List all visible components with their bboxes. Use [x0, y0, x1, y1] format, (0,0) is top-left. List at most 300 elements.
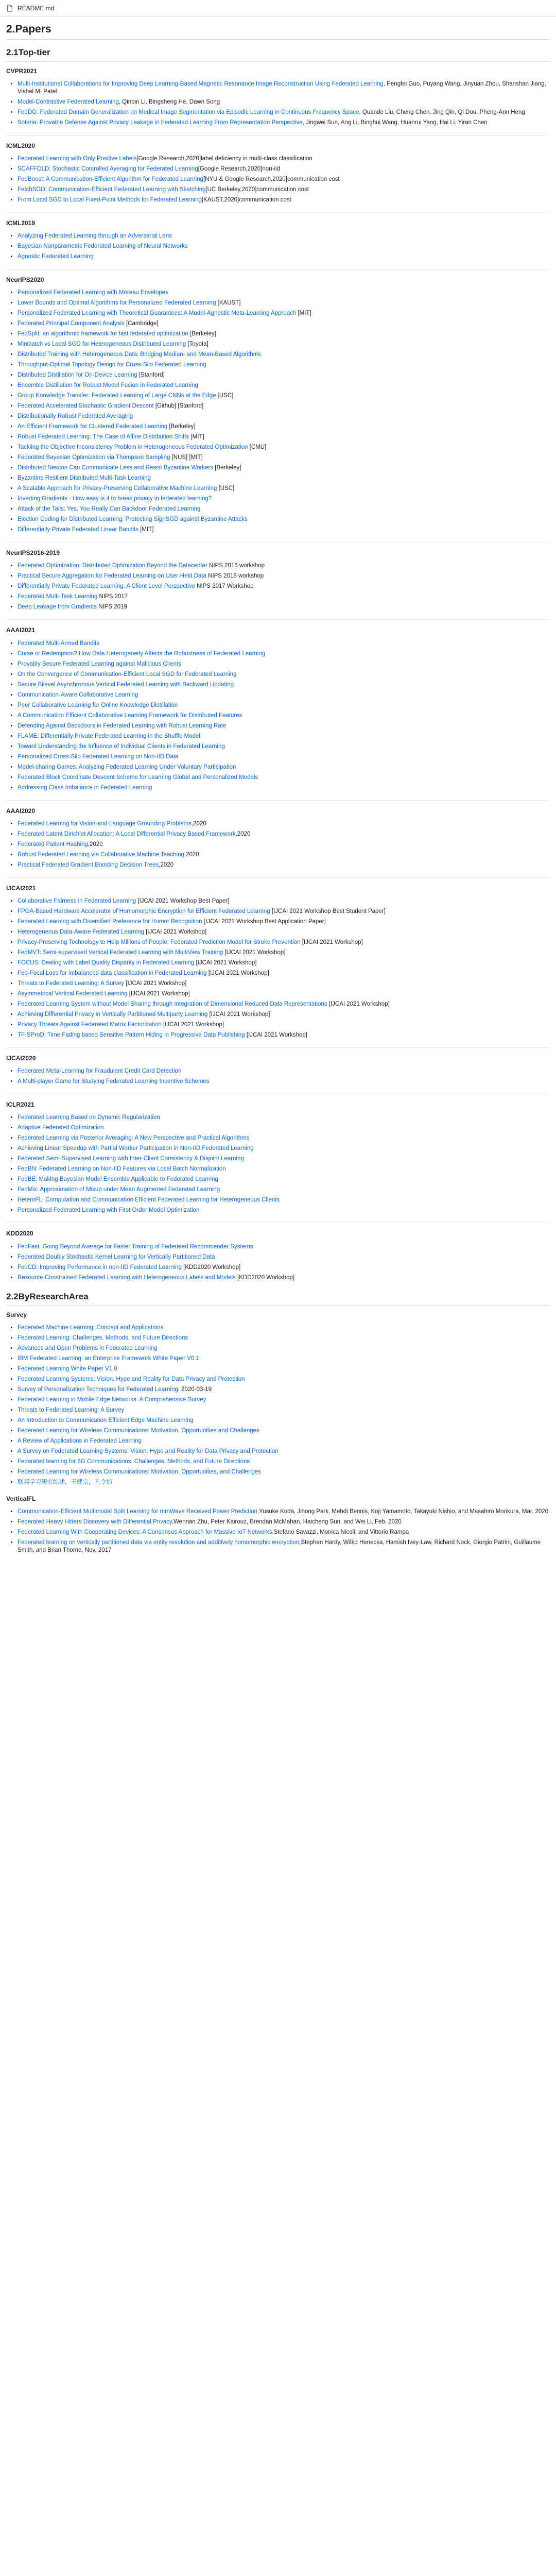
paper-link[interactable]: Achieving Linear Speedup with Partial Worker Participation in Non-IID Federated Learning	[18, 1145, 254, 1152]
paper-note: [IJCAI 2021 Workshop]	[300, 939, 363, 945]
paper-note: , Quande Liu, Cheng Chen, Jing Qin, Qi Dou, Pheng-Ann Heng	[359, 109, 525, 115]
paper-note: ,Stephen Hardy, Wilko Henecka, Hamish Ivey-Law, Richard Nock, Giorgio Patrini, Guillaume Smith, and Brian Thorne, Nov. 2017	[18, 1539, 541, 1554]
paper-item	[18, 1345, 550, 1352]
paper-item	[18, 1264, 550, 1272]
group-title: KDD2020	[6, 1230, 33, 1238]
paper-note: [IJCAI 2021 Workshop Best Application Paper]	[202, 919, 326, 925]
paper-group	[6, 542, 550, 611]
paper-item	[18, 784, 550, 792]
paper-group	[6, 1094, 550, 1214]
paper-link[interactable]: FedMix: Approximation of Mixup under Mean Augmented Federated Learning	[18, 1187, 220, 1193]
paper-item	[18, 505, 550, 513]
paper-link[interactable]: Analyzing Federated Learning through an Adversarial Lens	[18, 233, 172, 240]
paper-link[interactable]: Advances and Open Problems in Federated Learning	[18, 1345, 158, 1351]
paper-link[interactable]: Federated Accelerated Stochastic Gradient Descent	[18, 403, 154, 410]
paper-link[interactable]: TF-SProD: Time Fading based Sensitive Pattern Hiding in Progressive Data Publishing	[18, 1032, 245, 1038]
paper-link[interactable]: Adaptive Federated Optimization	[18, 1125, 104, 1131]
paper-link[interactable]: Practical Secure Aggregation for Federated Learning on User-Held Data	[18, 573, 206, 580]
group-title: ICLR2021	[6, 1101, 34, 1109]
paper-link[interactable]: Federated Doubly Stochastic Kernel Learning for Vertically Partitioned Data	[18, 1253, 215, 1260]
paper-item	[18, 774, 550, 782]
group-title: NeurIPS2016-2019	[6, 549, 60, 557]
paper-link[interactable]: Federated Learning With Cooperating Devices: A Consensus Approach for Massive IoT Networks	[18, 1529, 272, 1536]
paper-link[interactable]: Federated learning for 6G Communications: Challenges, Methods, and Future Directions	[18, 1459, 250, 1465]
paper-note: ,Yusuke Koda, Jihong Park, Mehdi Bennis, Koji Yamamoto, Takayuki Nishio, and Masahiro Morikura, Mar. 2020	[257, 1509, 549, 1515]
paper-item	[18, 109, 550, 116]
paper-item	[18, 583, 550, 590]
paper-list	[6, 1243, 550, 1282]
readme-content	[0, 16, 556, 2576]
paper-note: NIPS 2017	[97, 594, 128, 600]
paper-item	[18, 351, 550, 359]
paper-group	[6, 1047, 550, 1086]
paper-item	[18, 341, 550, 348]
paper-item	[18, 1011, 550, 1019]
paper-link[interactable]: Heterogeneous Data-Aware Federated Learning	[18, 929, 144, 935]
paper-note: [Berkeley]	[188, 331, 217, 337]
paper-item	[18, 433, 550, 441]
paper-link[interactable]: Federated Learning for Vision-and-Language Grounding Problems	[18, 820, 192, 827]
paper-link[interactable]: Federated Learning with Only Positive Labels	[18, 155, 137, 162]
file-header	[0, 0, 556, 16]
paper-link[interactable]: Federated Block Coordinate Descent Scheme for Learning Global and Personalized Models	[18, 774, 258, 781]
paper-note: [USC]	[216, 393, 234, 399]
paper-link[interactable]: Asymmetrical Vertical Federated Learning	[18, 991, 128, 997]
paper-item	[18, 650, 550, 658]
paper-item	[18, 1376, 550, 1383]
paper-note: [IJCAI 2021 Workshop]	[124, 980, 187, 987]
paper-item	[18, 382, 550, 389]
paper-link[interactable]: An Introduction to Communication Efficient Edge Machine Learning	[18, 1417, 194, 1423]
paper-link[interactable]: Communication-Efficient Multimodal Split Learning for mmWave Received Power Prediction	[18, 1509, 257, 1515]
paper-link[interactable]: SCAFFOLD: Stochastic Controlled Averaging for Federated Learning	[18, 165, 198, 172]
paper-link[interactable]: Federated Bayesian Optimization via Thompson Sampling	[18, 454, 170, 461]
paper-item	[18, 1021, 550, 1029]
paper-link[interactable]: Federated Learning in Mobile Edge Networks: A Comprehensive Survey	[18, 1397, 206, 1403]
paper-link[interactable]: Federated Principal Component Analysis	[18, 320, 125, 327]
paper-item	[18, 1365, 550, 1373]
paper-item	[18, 1165, 550, 1173]
paper-link[interactable]: Inverting Gradients - How easy is it to break privacy in federated learning?	[18, 496, 212, 502]
paper-item	[18, 918, 550, 926]
paper-note: [Google Research,2020]label deficiency in multi-class classification	[136, 155, 312, 162]
paper-item	[18, 1479, 550, 1486]
paper-link[interactable]: Federated Patient Hashing	[18, 841, 88, 848]
paper-item	[18, 841, 550, 849]
paper-item	[18, 361, 550, 369]
paper-note: ,Stefano Savazzi, Monica Nicoli, and Vittorio Rampa	[272, 1529, 409, 1536]
paper-item	[18, 562, 550, 570]
paper-link[interactable]: Resource-Constrained Federated Learning with Heterogeneous Labels and Models	[18, 1274, 236, 1281]
paper-note: [USC]	[217, 485, 235, 492]
group-title: IJCAI2021	[6, 884, 36, 892]
group-title: IJCAI2020	[6, 1055, 36, 1062]
paper-note: [NUS] [MIT]	[170, 454, 203, 461]
paper-group	[6, 212, 550, 261]
paper-link[interactable]: Robust Federated Learning: The Case of Affine Distribution Shifts	[18, 434, 189, 440]
paper-item	[18, 196, 550, 204]
toptier-groups	[6, 67, 550, 1282]
paper-link[interactable]: Differentially Private Federated Learning: A Client Level Perspective	[18, 583, 195, 590]
paper-item	[18, 1334, 550, 1342]
paper-link[interactable]: FedDG: Federated Domain Generalization on Medical Image Segmentation via Episodic Learning in Continuous Frequency Space	[18, 109, 359, 115]
paper-link[interactable]: Agnostic Federated Learning	[18, 253, 94, 260]
paper-item	[18, 743, 550, 751]
group-title: NeurIPS2020	[6, 276, 44, 284]
paper-item	[18, 1417, 550, 1425]
file-icon	[6, 5, 13, 12]
paper-item	[18, 1529, 550, 1536]
paper-item	[18, 897, 550, 905]
paper-link[interactable]: FedMVT: Semi-supervised Vertical Federated Learning with MultiView Training	[18, 950, 223, 956]
paper-link[interactable]: Toward Understanding the Influence of Individual Clients in Federated Learning	[18, 743, 225, 750]
paper-link[interactable]: Secure Bilevel Asynchronous Vertical Federated Learning with Backward Updating	[18, 681, 234, 688]
paper-link[interactable]: FedBE: Making Bayesian Model Ensemble Applicable to Federated Learning	[18, 1176, 218, 1183]
paper-item	[18, 959, 550, 967]
paper-link[interactable]: Threats to Federated Learning: A Survey	[18, 1407, 125, 1413]
paper-item	[18, 691, 550, 699]
paper-note: ,Wennan Zhu, Peter Kairouz, Brendan McMahan, Haicheng Sun, and Wei Li, Feb. 2020	[171, 1519, 402, 1526]
paper-link[interactable]: Tackling the Objective Inconsistency Problem in Heterogeneous Federated Optimization	[18, 444, 248, 451]
paper-link[interactable]: Communication-Aware Collaborative Learning	[18, 691, 138, 698]
paper-link[interactable]: Federated Heavy Hitters Discovery with Differential Privacy	[18, 1519, 172, 1526]
paper-note: [IJCAI 2021 Workshop Best Student Paper]	[270, 908, 386, 914]
paper-link[interactable]: FedCD: Improving Performance in non-IID Federated Learning	[18, 1264, 182, 1270]
paper-item	[18, 1448, 550, 1455]
paper-item	[18, 289, 550, 297]
paper-item	[18, 1324, 550, 1332]
paper-item	[18, 1134, 550, 1142]
paper-note: , Qinbin Li, Bingsheng He, Dawn Song	[118, 98, 220, 105]
paper-link[interactable]: Defending Against Backdoors in Federated Learning with Robust Learning Rate	[18, 722, 227, 729]
paper-item	[18, 423, 550, 431]
paper-item	[18, 1406, 550, 1414]
paper-item	[18, 764, 550, 771]
paper-note: ,2020	[235, 831, 251, 837]
paper-link[interactable]: FetchSGD: Communication-Efficient Federated Learning with Sketching	[18, 186, 206, 193]
paper-item	[18, 712, 550, 720]
paper-link[interactable]: Attack of the Tails: Yes, You Really Can Backdoor Federated Learning	[18, 506, 201, 513]
paper-note: [Berkeley]	[167, 423, 196, 430]
paper-link[interactable]: On the Convergence of Communication-Efficient Local SGD for Federated Learning	[18, 671, 237, 677]
paper-item	[18, 1274, 550, 1282]
paper-link[interactable]: IBM Federated Learning: an Enterprise Framework White Paper V0.1	[18, 1355, 199, 1362]
paper-item	[18, 1001, 550, 1008]
paper-link[interactable]: Multi-Institutional Collaborations for Improving Deep Learning-Based Magnetic Resonance Image Reconstruction Using Federated Learning	[18, 80, 384, 87]
paper-link[interactable]: Federated Learning for Wireless Communications: Motivation, Opportunities, and Challenges	[18, 1469, 262, 1475]
paper-item	[18, 454, 550, 462]
paper-link[interactable]: Threats to Federated Learning: A Survey	[18, 980, 125, 987]
paper-link[interactable]: Model-Contrastive Federated Learning	[18, 98, 119, 105]
paper-link[interactable]: Curse or Redemption? How Data Heterogeneity Affects the Robustness of Federated Learning	[18, 650, 266, 657]
paper-item	[18, 232, 550, 240]
paper-link[interactable]: Peer Collaborative Learning for Online Knowledge Distillation	[18, 702, 178, 708]
paper-note: [MIT]	[296, 310, 311, 317]
paper-link[interactable]: Personalized Cross-Silo Federated Learning on Non-IID Data	[18, 753, 179, 760]
paper-item	[18, 119, 550, 127]
paper-link[interactable]: Personalized Federated Learning with Moreau Envelopes	[18, 290, 168, 296]
paper-link[interactable]: Soteria: Provable Defense Against Privacy Leakage in Federated Learning From Representation Perspective	[18, 119, 303, 126]
group-title: VerticalFL	[6, 1495, 36, 1502]
paper-link[interactable]: FedSplit: an algorithmic framework for fast federated optimization	[18, 331, 188, 337]
paper-note: ,2020	[159, 861, 174, 868]
paper-item	[18, 1386, 550, 1394]
paper-item	[18, 516, 550, 523]
file-name: README.md	[18, 4, 55, 12]
paper-link[interactable]: FedFast: Going Beyond Average for Faster Training of Federated Recommender Systems	[18, 1243, 253, 1250]
paper-link[interactable]: Federated Machine Learning: Concept and Applications	[18, 1325, 164, 1331]
paper-link[interactable]: Provably Secure Federated Learning against Malicious Clients	[18, 660, 181, 667]
paper-link[interactable]: Model-sharing Games: Analyzing Federated Learning Under Voluntary Participation	[18, 764, 236, 770]
paper-item	[18, 949, 550, 957]
paper-list	[6, 640, 550, 792]
paper-item	[18, 1067, 550, 1075]
paper-item	[18, 98, 550, 106]
paper-link[interactable]: Ensemble Distillation for Robust Model Fusion in Federated Learning	[18, 382, 198, 389]
paper-item	[18, 660, 550, 668]
paper-link[interactable]: Election Coding for Distributed Learning: Protecting SignSGD against Byzantine Attacks	[18, 516, 248, 523]
paper-link[interactable]: From Local SGD to Local Fixed-Point Methods for Federated Learning	[18, 196, 202, 203]
paper-note: [UC Berkeley,2020]communication cost	[205, 186, 309, 193]
paper-link[interactable]: Federated Multi-Task Learning	[18, 594, 98, 600]
paper-group	[6, 67, 550, 127]
paper-item	[18, 980, 550, 988]
paper-link[interactable]: Federated Semi-Supervised Learning with Inter-Client Consistency & Disjoint Learning	[18, 1156, 244, 1162]
paper-note: [Cambridge]	[124, 320, 159, 327]
paper-link[interactable]: A Communication Efficient Collaborative Learning Framework for Distributed Features	[18, 712, 242, 719]
paper-item	[18, 722, 550, 730]
paper-item	[18, 1253, 550, 1261]
paper-item	[18, 1355, 550, 1363]
paper-note: [MIT]	[138, 527, 154, 533]
research-area-groups	[6, 1311, 550, 1554]
paper-link[interactable]: Distributed Training with Heterogeneous Data: Bridging Median- and Mean-Based Algorithms	[18, 351, 262, 358]
paper-group	[6, 800, 550, 869]
paper-list	[6, 1324, 550, 1486]
paper-item	[18, 330, 550, 338]
paper-note: [MIT]	[189, 434, 204, 440]
paper-item	[18, 1458, 550, 1466]
paper-list	[6, 155, 550, 204]
paper-link[interactable]: FedBoost: A Communication-Efficient Algorithm for Federated Learning	[18, 176, 203, 182]
paper-item	[18, 1207, 550, 1214]
paper-note: [KAUST]	[216, 300, 241, 307]
paper-item	[18, 1508, 550, 1516]
paper-item	[18, 640, 550, 648]
paper-item	[18, 702, 550, 709]
paper-link[interactable]: Distributionally Robust Federated Averaging	[18, 413, 133, 420]
paper-link[interactable]: Minibatch vs Local SGD for Heterogeneous Distributed Learning	[18, 341, 186, 348]
paper-item	[18, 186, 550, 194]
paper-item	[18, 939, 550, 946]
paper-note: [KDD2020 Workshop]	[235, 1274, 295, 1281]
paper-link[interactable]: FPGA-Based Hardware Accelerator of Homomorphic Encryption for Efficient Federated Learning	[18, 908, 270, 914]
paper-item	[18, 671, 550, 679]
paper-note: , Pengfei Guo, Puyang Wang, Jinyuan Zhou, Shanshan Jiang, Vishal M. Patel	[18, 80, 546, 95]
paper-link[interactable]: Federated Optimization: Distributed Optimization Beyond the Datacenter	[18, 563, 207, 569]
paper-item	[18, 299, 550, 307]
paper-item	[18, 861, 550, 869]
paper-item	[18, 444, 550, 451]
paper-note: . 2020-03-19	[178, 1386, 212, 1393]
paper-group	[6, 877, 550, 1039]
paper-link[interactable]: Addressing Class Imbalance in Federated Learning	[18, 784, 152, 791]
paper-link[interactable]: Survey of Personalization Techniques for Federated Learning	[18, 1386, 178, 1393]
paper-link[interactable]: 联邦学习研究综述，王健宗，孔令炜	[18, 1479, 112, 1485]
paper-link[interactable]: Practical Federated Gradient Boosting Decision Trees	[18, 861, 159, 868]
paper-item	[18, 413, 550, 420]
paper-note: [KDD2020 Workshop]	[181, 1264, 241, 1270]
paper-note: [Berkeley]	[213, 465, 241, 471]
paper-link[interactable]: Group Knowledge Transfer: Federated Learning of Large CNNs at the Edge	[18, 393, 216, 399]
paper-link[interactable]: Personalized Federated Learning with First Order Model Optimization	[18, 1207, 200, 1214]
paper-item	[18, 402, 550, 410]
paper-link[interactable]: Byzantine Resilient Distributed Multi-Task Learning	[18, 475, 151, 482]
paper-link[interactable]: Federated Learning via Posterior Averaging: A New Perspective and Practical Algorithms	[18, 1135, 250, 1142]
group-title: Survey	[6, 1311, 27, 1318]
paper-item	[18, 1078, 550, 1086]
paper-item	[18, 603, 550, 611]
paper-item	[18, 526, 550, 534]
paper-item	[18, 908, 550, 916]
paper-note: [IJCAI 2021 Workshop]	[207, 1011, 270, 1018]
paper-note: [Google Research,2020]non-iid	[198, 165, 280, 172]
paper-list	[6, 1508, 550, 1554]
paper-note: [NYU & Google Research,2020]communication cost	[203, 176, 340, 182]
paper-note: [Toyota]	[186, 341, 208, 348]
paper-item	[18, 1396, 550, 1404]
paper-item	[18, 1186, 550, 1194]
paper-item	[18, 253, 550, 261]
paper-link[interactable]: Personalized Federated Learning with Theoretical Guarantees: A Model-Agnostic Meta-Learning Approach	[18, 310, 297, 317]
paper-note: NIPS 2016 workshop	[206, 573, 264, 580]
paper-link[interactable]: Lower Bounds and Optimal Algorithms for Personalized Federated Learning	[18, 300, 216, 307]
paper-note: [IJCAI 2021 Workshop]	[144, 929, 207, 935]
paper-note: , Jingwei Sun, Ang Li, Binghui Wang, Huanrui Yang, Hai Li, Yiran Chen	[302, 119, 488, 126]
paper-link[interactable]: A Multi-player Game for Studying Federated Learning Incentive Schemes	[18, 1078, 210, 1085]
paper-link[interactable]: Achieving Differential Privacy in Vertically Partitioned Multiparty Learning	[18, 1011, 208, 1018]
paper-item	[18, 1518, 550, 1526]
paper-link[interactable]: A Review of Applications in Federated Learning	[18, 1438, 142, 1444]
paper-link[interactable]: Robust Federated Learning via Collaborative Machine Teaching	[18, 851, 184, 858]
paper-item	[18, 831, 550, 838]
paper-item	[18, 572, 550, 580]
paper-list	[6, 80, 550, 127]
paper-link[interactable]: Privacy-Preserving Technology to Help Millions of People: Federated Prediction Model for Stroke Prevention	[18, 939, 301, 945]
paper-item	[18, 970, 550, 977]
paper-list	[6, 289, 550, 534]
paper-item	[18, 176, 550, 183]
paper-group	[6, 269, 550, 534]
paper-item	[18, 371, 550, 379]
paper-note: [CMU]	[248, 444, 267, 451]
paper-link[interactable]: Federated Learning System without Model Sharing through Integration of Dimensional Reduced Data Representations	[18, 1001, 327, 1007]
paper-list	[6, 1114, 550, 1214]
paper-note: [IJCAI 2021 Workshop]	[223, 950, 286, 956]
paper-link[interactable]: Deep Leakage from Gradients	[18, 604, 97, 611]
paper-link[interactable]: Federated Learning: Challenges, Methods, and Future Directions	[18, 1335, 188, 1341]
paper-link[interactable]: Federated Latent Dirichlet Allocation: A Local Differential Privacy Based Framework	[18, 831, 236, 837]
paper-link[interactable]: Throughput-Optimal Topology Design for Cross-Silo Federated Learning	[18, 362, 206, 368]
paper-note: [IJCAI 2021 Workshop]	[245, 1032, 307, 1038]
paper-link[interactable]: Federated Learning Based on Dynamic Regularization	[18, 1114, 160, 1121]
paper-note: NIPS 2016 workshop	[207, 563, 265, 569]
paper-link[interactable]: Federated Learning White Paper V1.0	[18, 1366, 117, 1372]
group-title: ICML2020	[6, 142, 36, 149]
paper-link[interactable]: Distributed Distillation for On-Device Learning	[18, 372, 137, 379]
paper-list	[6, 562, 550, 611]
paper-link[interactable]: Federated Meta-Learning for Fraudulent Credit Card Detection	[18, 1068, 182, 1075]
paper-item	[18, 928, 550, 936]
paper-note: [Stanford]	[137, 372, 165, 379]
paper-link[interactable]: Federated Multi-Armed Bandits	[18, 640, 100, 647]
paper-item	[18, 392, 550, 400]
paper-item	[18, 1124, 550, 1132]
paper-group	[6, 135, 550, 204]
paper-item	[18, 310, 550, 317]
paper-group	[6, 619, 550, 791]
group-title: AAAI2021	[6, 626, 36, 634]
paper-item	[18, 1539, 550, 1554]
paper-item	[18, 820, 550, 828]
paper-note: NIPS 2019	[97, 604, 127, 611]
paper-item	[18, 495, 550, 503]
paper-link[interactable]: Federated Learning Systems: Vision, Hype and Reality for Data Privacy and Protection	[18, 1376, 245, 1382]
paper-link[interactable]: FOCUS: Dealing with Label Quality Disparity in Federated Learning	[18, 960, 195, 966]
paper-link[interactable]: FedBN: Federated Learning on Non-IID Features via Local Batch Normalization	[18, 1166, 226, 1173]
paper-link[interactable]: A Survey on Federated Learning Systems: Vision, Hype and Reality for Data Privacy and Protection	[18, 1448, 279, 1454]
paper-link[interactable]: Federated Learning with Diversified Preference for Humor Recognition	[18, 919, 202, 925]
paper-item	[18, 1196, 550, 1204]
toptier-heading: 2.1Top-tier	[6, 47, 550, 61]
paper-group	[6, 1311, 550, 1486]
group-title: ICML2019	[6, 219, 36, 227]
paper-note: NIPS 2017 Workshop	[195, 583, 254, 590]
paper-note: ,2020	[191, 820, 206, 827]
paper-list	[6, 897, 550, 1039]
paper-item	[18, 165, 550, 173]
paper-link[interactable]: FLAME: Differentially Private Federated Learning in the Shuffle Model	[18, 733, 200, 739]
paper-item	[18, 1468, 550, 1476]
paper-item	[18, 851, 550, 859]
paper-link[interactable]: Distributed Newton Can Communicate Less and Resist Byzantine Workers	[18, 465, 214, 471]
paper-link[interactable]: Bayesian Nonparametric Federated Learning of Neural Networks	[18, 243, 188, 250]
paper-item	[18, 593, 550, 601]
paper-link[interactable]: Collaborative Fairness in Federated Learning	[18, 898, 136, 904]
paper-note: [IJCAI 2021 Workshop]	[127, 991, 190, 997]
paper-link[interactable]: Differentially-Private Federated Linear Bandits	[18, 527, 139, 533]
paper-note: [Github] [Stanford]	[153, 403, 204, 410]
paper-note: ,2020	[88, 841, 103, 848]
paper-list	[6, 232, 550, 261]
paper-link[interactable]: An Efficient Framework for Clustered Federated Learning	[18, 423, 168, 430]
paper-link[interactable]: A Scalable Approach for Privacy-Preserving Collaborative Machine Learning	[18, 485, 217, 492]
paper-link[interactable]: HeteroFL: Computation and Communication Efficient Federated Learning for Heterogeneous Clients	[18, 1197, 280, 1204]
paper-link[interactable]: Privacy Threats Against Federated Matrix Factorization	[18, 1022, 162, 1028]
paper-note: [IJCAI 2021 Workshop]	[206, 970, 269, 976]
paper-note: [IJCAI 2021 Workshop]	[194, 960, 257, 966]
paper-link[interactable]: Federated Learning for Wireless Communications: Motivation, Opportunities and Challenges	[18, 1428, 259, 1434]
paper-item	[18, 1114, 550, 1122]
paper-item	[18, 155, 550, 163]
papers-heading: 2.Papers	[6, 23, 550, 40]
paper-item	[18, 243, 550, 250]
paper-item	[18, 753, 550, 761]
paper-link[interactable]: Federated learning on vertically partitioned data via entity resolution and additively homomorphic encryption	[18, 1539, 300, 1546]
paper-item	[18, 1243, 550, 1251]
paper-link[interactable]: Fed-Focal Loss for imbalanced data classification in Federated Learning	[18, 970, 207, 976]
group-title: CVPR2021	[6, 67, 38, 75]
